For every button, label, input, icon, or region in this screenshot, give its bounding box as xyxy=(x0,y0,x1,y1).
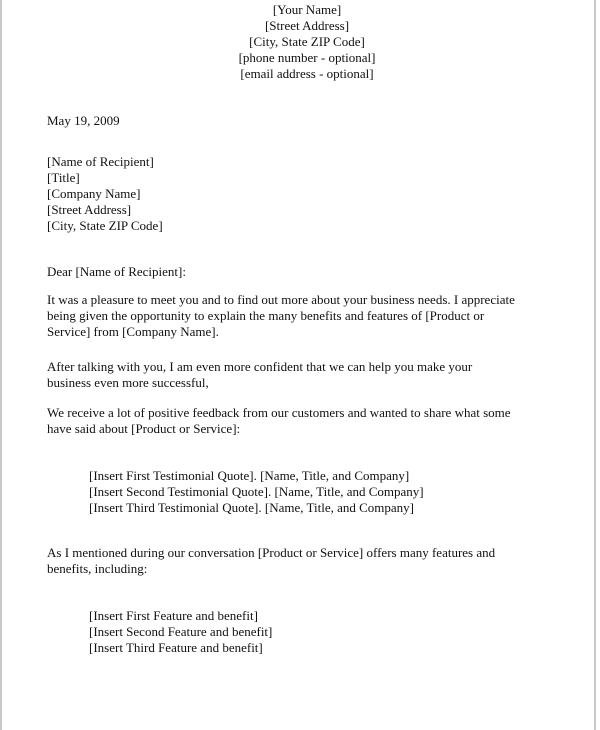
paragraph-line: After talking with you, I am even more confident that we can help you make your xyxy=(47,359,473,374)
paragraph-2 xyxy=(47,359,472,391)
sender-address xyxy=(0,2,600,82)
letter-date: May 19, 2009 xyxy=(47,113,120,128)
features-list xyxy=(89,608,272,656)
paragraph-line: have said about [Product or Service]: xyxy=(47,421,241,436)
testimonial-item: [Insert Third Testimonial Quote]. [Name, Title, and Company] xyxy=(89,500,415,515)
recipient-address xyxy=(47,154,163,234)
recipient-company: [Company Name] xyxy=(47,186,141,201)
sender-name: [Your Name] xyxy=(272,2,342,17)
sender-city: [City, State ZIP Code] xyxy=(249,34,365,49)
paragraph-4 xyxy=(47,545,495,577)
recipient-title: [Title] xyxy=(47,170,80,185)
feature-item: [Insert Third Feature and benefit] xyxy=(89,640,263,655)
recipient-city: [City, State ZIP Code] xyxy=(47,218,163,233)
recipient-name: [Name of Recipient] xyxy=(47,154,154,169)
paragraph-3 xyxy=(47,405,511,437)
sender-email: [email address - optional] xyxy=(240,66,374,81)
sender-street: [Street Address] xyxy=(264,18,350,33)
feature-item: [Insert Second Feature and benefit] xyxy=(89,624,273,639)
recipient-street: [Street Address] xyxy=(47,202,132,217)
page-border-left xyxy=(0,0,2,730)
feature-item: [Insert First Feature and benefit] xyxy=(89,608,258,623)
paragraph-line: Service] from [Company Name]. xyxy=(47,324,219,339)
paragraph-line: We receive a lot of positive feedback from our customers and wanted to share what some xyxy=(47,405,511,420)
salutation: Dear [Name of Recipient]: xyxy=(47,264,186,279)
testimonial-item: [Insert First Testimonial Quote]. [Name, Title, and Company] xyxy=(89,468,410,483)
paragraph-line: business even more successful, xyxy=(47,375,209,390)
page-border-right xyxy=(594,0,596,730)
testimonials-list xyxy=(89,468,424,516)
paragraph-line: being given the opportunity to explain the many benefits and features of [Product or xyxy=(47,308,485,323)
paragraph-line: As I mentioned during our conversation [Product or Service] offers many features and xyxy=(47,545,496,560)
paragraph-1 xyxy=(47,292,515,340)
sender-phone: [phone number - optional] xyxy=(238,50,376,65)
testimonial-item: [Insert Second Testimonial Quote]. [Name, Title, and Company] xyxy=(89,484,424,499)
paragraph-line: It was a pleasure to meet you and to find out more about your business needs. I appreciate xyxy=(47,292,515,307)
paragraph-line: benefits, including: xyxy=(47,561,148,576)
